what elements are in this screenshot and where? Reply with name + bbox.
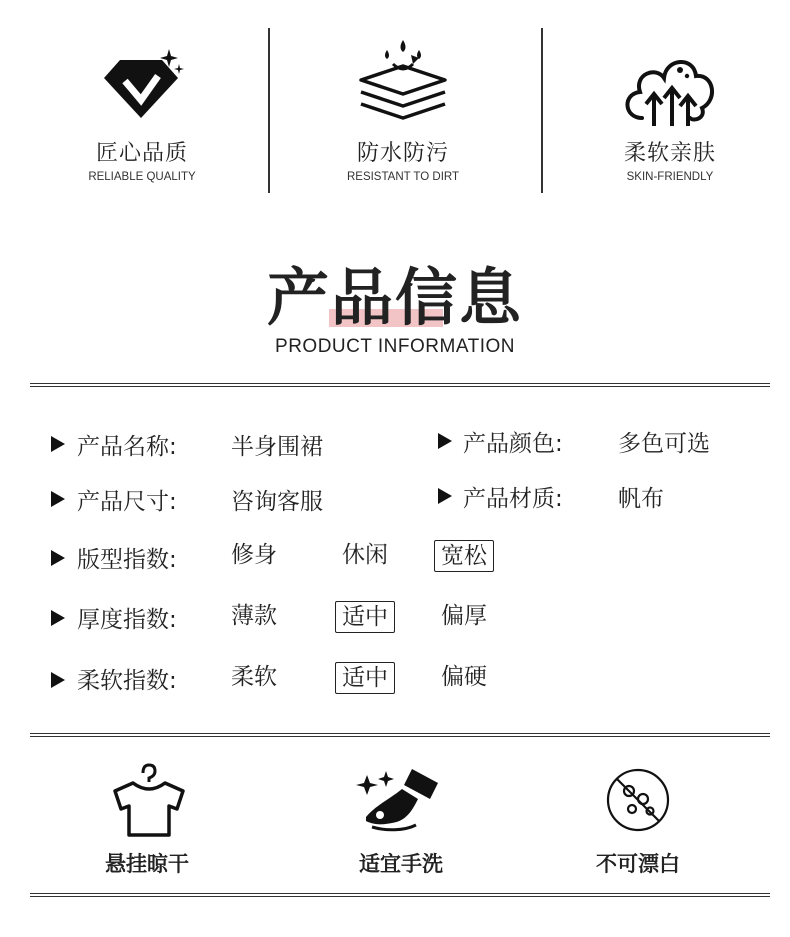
page-title: 产品信息	[266, 261, 523, 334]
bullet-triangle-icon	[51, 550, 65, 566]
thickness-option: 薄款	[231, 603, 277, 629]
bullet-triangle-icon	[438, 433, 452, 449]
care-hang-dry-label: 悬挂晾干	[105, 852, 189, 876]
softness-option: 柔软	[231, 664, 277, 690]
double-rule	[30, 383, 770, 387]
divider	[268, 28, 270, 193]
feature-quality	[42, 28, 242, 183]
feature-soft-title: 柔软亲肤	[623, 141, 716, 166]
bullet-triangle-icon	[438, 488, 452, 504]
care-no-bleach	[538, 760, 738, 878]
fit-option: 休闲	[342, 542, 388, 568]
section-title	[0, 262, 790, 358]
softness-label: 柔软指数:	[77, 668, 177, 694]
divider	[541, 28, 543, 193]
care-hand-wash	[301, 760, 501, 878]
waterproof-layers-icon	[303, 28, 503, 128]
name-label: 产品名称:	[77, 434, 177, 460]
bullet-triangle-icon	[51, 491, 65, 507]
name-value: 半身围裙	[231, 434, 323, 460]
fit-option: 修身	[231, 542, 277, 568]
thickness-label: 厚度指数:	[77, 607, 177, 633]
feature-waterproof-subtitle: RESISTANT TO DIRT	[346, 171, 460, 183]
material-value: 帆布	[618, 486, 664, 512]
care-no-bleach-label: 不可漂白	[596, 852, 680, 876]
double-rule	[30, 733, 770, 737]
feature-quality-title: 匠心品质	[95, 141, 188, 166]
size-label: 产品尺寸:	[77, 489, 177, 515]
softness-option-selected: 适中	[335, 662, 395, 694]
size-value: 咨询客服	[231, 489, 323, 515]
feature-soft	[570, 28, 770, 183]
color-label: 产品颜色:	[463, 431, 563, 457]
hand-wash-icon	[301, 760, 501, 840]
feature-waterproof-title: 防水防污	[356, 141, 449, 166]
thickness-option-selected: 适中	[335, 601, 395, 633]
material-label: 产品材质:	[463, 486, 563, 512]
feature-waterproof	[303, 28, 503, 183]
fit-option-selected: 宽松	[434, 540, 494, 572]
fit-label: 版型指数:	[77, 547, 177, 573]
diamond-icon	[42, 28, 242, 128]
color-value: 多色可选	[618, 431, 710, 457]
care-hand-wash-label: 适宜手洗	[359, 852, 443, 876]
softness-option: 偏硬	[441, 664, 487, 690]
thickness-option: 偏厚	[441, 603, 487, 629]
feature-soft-subtitle: SKIN-FRIENDLY	[626, 171, 714, 183]
bullet-triangle-icon	[51, 610, 65, 626]
bullet-triangle-icon	[51, 436, 65, 452]
feature-quality-subtitle: RELIABLE QUALITY	[88, 171, 196, 183]
no-bleach-icon	[538, 760, 738, 840]
features-row	[0, 28, 790, 193]
bullet-triangle-icon	[51, 672, 65, 688]
care-hang-dry	[47, 760, 247, 878]
soft-cloud-arrows-icon	[570, 28, 770, 128]
page-subtitle: PRODUCT INFORMATION	[275, 336, 515, 357]
hang-dry-shirt-icon	[47, 760, 247, 840]
double-rule	[30, 893, 770, 897]
